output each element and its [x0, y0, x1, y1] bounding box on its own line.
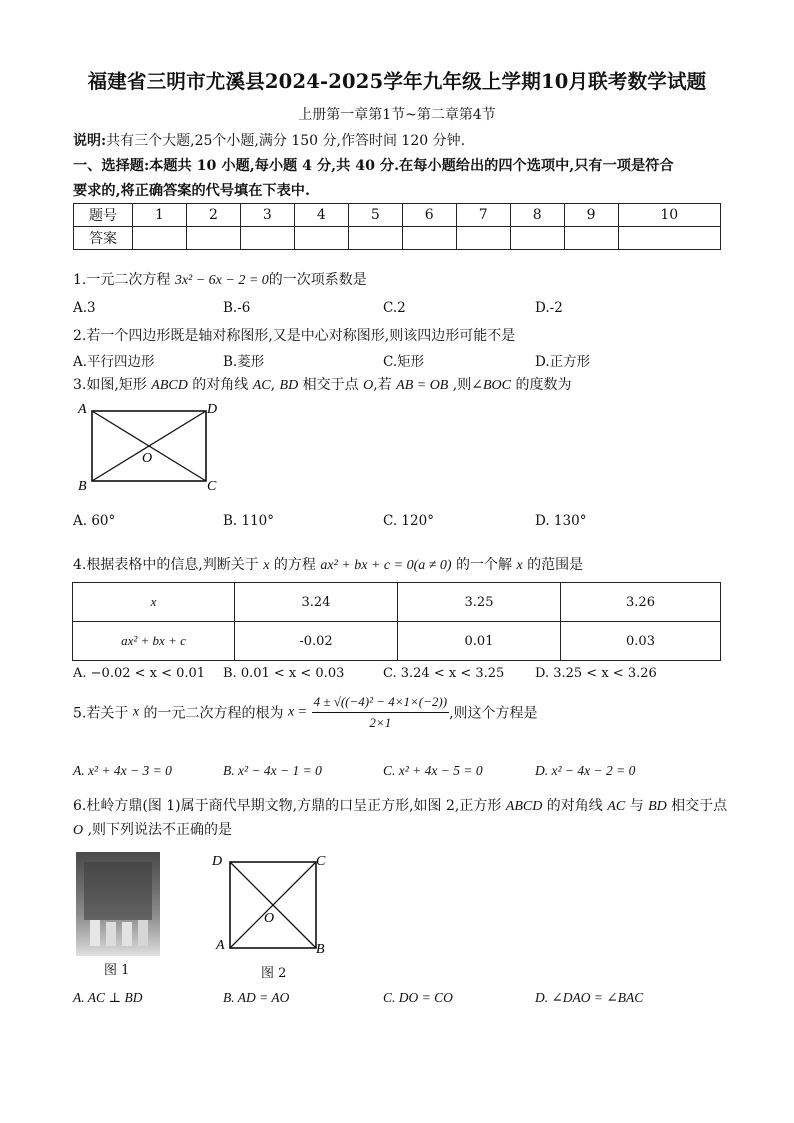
answer-table-number: 6: [402, 204, 456, 227]
root-formula-denominator: 2×1: [369, 715, 392, 730]
answer-table-number-row: [74, 204, 721, 227]
q6-math: BD: [648, 799, 667, 814]
q6-text: ,则下列说法不正确的是: [83, 822, 233, 838]
q4-math: x: [263, 558, 270, 573]
answer-table-number: 5: [348, 204, 402, 227]
answer-cell[interactable]: [456, 227, 510, 250]
root-formula-numerator: 4 ± √((−4)² − 4×1×(−2)): [312, 694, 450, 713]
label-c: C: [207, 479, 217, 494]
q4-option-a[interactable]: A. −0.02 < x < 0.01: [73, 666, 206, 681]
question-4: [73, 554, 583, 574]
label-b: B: [316, 942, 325, 957]
answer-table-number: 3: [240, 204, 294, 227]
q1-option-d[interactable]: D.-2: [535, 300, 563, 316]
answer-cell[interactable]: [510, 227, 564, 250]
label-d: D: [207, 402, 218, 417]
square-figure: [208, 848, 333, 958]
q4-math: ax² + bx + c = 0(a ≠ 0): [320, 558, 452, 573]
value-table-cell: -0.02: [235, 622, 398, 661]
value-table-cell: 0.01: [398, 622, 561, 661]
figure-2-caption: 图 2: [261, 966, 287, 981]
answer-table-header: 题号: [74, 204, 133, 227]
value-table-row-x: [73, 583, 721, 622]
q5-math: x: [132, 704, 140, 720]
instructions-label: 说明:: [73, 133, 107, 149]
label-c: C: [316, 854, 326, 869]
q5-text: 5.若关于: [73, 705, 133, 722]
answer-cell[interactable]: [133, 227, 187, 250]
q5-option-c[interactable]: C. x² + 4x − 5 = 0: [383, 763, 483, 778]
label-o: O: [264, 911, 275, 926]
question-3: [73, 374, 571, 394]
value-table-cell: ax² + bx + c: [73, 622, 235, 661]
value-table: [72, 582, 721, 661]
answer-table-answer-row: [74, 227, 721, 250]
answer-table-number: 8: [510, 204, 564, 227]
q3-text: 的对角线: [187, 377, 253, 393]
ding-photo-shape: [76, 852, 160, 956]
q3-text: ,则∠: [448, 377, 483, 393]
q1-option-b[interactable]: B.-6: [223, 300, 251, 316]
q2-option-c[interactable]: C.矩形: [383, 354, 425, 370]
answer-table-number: 4: [294, 204, 348, 227]
answer-cell[interactable]: [402, 227, 456, 250]
q6-text: 6.杜岭方鼎(图 1)属于商代早期文物,方鼎的口呈正方形,如图 2,正方形: [73, 798, 506, 814]
q6-option-b[interactable]: B. AD = AO: [223, 990, 290, 1005]
q5-option-d[interactable]: D. x² − 4x − 2 = 0: [535, 763, 636, 778]
value-table-cell: x: [73, 583, 235, 622]
question-1: [73, 269, 367, 289]
value-table-cell: 3.24: [235, 583, 398, 622]
answer-cell[interactable]: [618, 227, 720, 250]
section-heading: 一、选择题:本题共 10 小题,每小题 4 分,共 40 分.在每小题给出的四个选项中,只有一项是符合: [73, 158, 674, 174]
answer-cell[interactable]: [564, 227, 618, 250]
label-a: A: [216, 938, 225, 953]
q3-text: 的度数为: [511, 377, 572, 393]
q3-math: AB = OB: [396, 378, 449, 393]
q3-option-c[interactable]: C. 120°: [383, 513, 434, 529]
question-5: [73, 694, 538, 731]
answer-table-number: 2: [186, 204, 240, 227]
answer-table-number: 10: [618, 204, 720, 227]
q2-option-a[interactable]: A.平行四边形: [73, 354, 155, 370]
section-heading-line2: 要求的,将正确答案的代号填在下表中.: [73, 183, 310, 199]
answer-table-number: 1: [133, 204, 187, 227]
question-2: 2.若一个四边形既是轴对称图形,又是中心对称图形,则该四边形可能不是: [73, 328, 516, 344]
label-o: O: [142, 451, 153, 466]
q6-text: 相交于点: [666, 798, 728, 814]
value-table-cell: 0.03: [561, 622, 721, 661]
q5-option-a[interactable]: A. x² + 4x − 3 = 0: [73, 763, 172, 778]
q6-text: 与: [625, 798, 649, 814]
root-formula: [312, 694, 450, 731]
ding-photo: [76, 852, 160, 956]
q4-option-c[interactable]: C. 3.24 < x < 3.25: [383, 666, 505, 681]
answer-cell[interactable]: [240, 227, 294, 250]
question-1-suffix: 的一次项系数是: [268, 272, 367, 288]
q6-math: O: [73, 823, 84, 838]
value-table-row-expr: [73, 622, 721, 661]
page-subtitle: 上册第一章第1节~第二章第4节: [298, 107, 496, 123]
answer-table: [73, 203, 721, 250]
instructions-text: 共有三个大题,25个小题,满分 150 分,作答时间 120 分钟.: [106, 133, 466, 149]
q3-math: ABCD: [151, 378, 188, 393]
q4-text: 的方程: [269, 557, 321, 573]
q3-math: O: [363, 378, 374, 393]
q5-lhs: x =: [287, 704, 308, 720]
q6-option-d[interactable]: D. ∠DAO = ∠BAC: [535, 990, 644, 1005]
q3-text: 3.如图,矩形: [73, 377, 152, 393]
answer-cell[interactable]: [348, 227, 402, 250]
q6-option-a[interactable]: A. AC ⊥ BD: [73, 990, 143, 1005]
q6-math: ABCD: [505, 799, 543, 814]
q6-math: AC: [607, 799, 626, 814]
question-1-prefix: 1.一元二次方程: [73, 272, 175, 288]
q6-option-c[interactable]: C. DO = CO: [383, 990, 453, 1005]
rectangle-figure: [70, 395, 230, 495]
answer-table-header: 答案: [74, 227, 133, 250]
q4-text: 的一个解: [451, 557, 517, 573]
q4-text: 4.根据表格中的信息,判断关于: [73, 557, 264, 573]
label-b: B: [78, 479, 87, 494]
q6-text: 的对角线: [542, 798, 608, 814]
q3-option-b[interactable]: B. 110°: [223, 513, 275, 529]
question-6-line2: [73, 819, 232, 839]
value-table-cell: 3.25: [398, 583, 561, 622]
value-table-cell: 3.26: [561, 583, 721, 622]
q4-text: 的范围是: [522, 557, 584, 573]
q5-text: 的一元二次方程的根为: [139, 705, 288, 722]
figure-1-caption: 图 1: [104, 963, 130, 978]
q3-math: BD: [279, 378, 299, 393]
q2-option-b[interactable]: B.菱形: [223, 354, 265, 370]
q4-math: x: [516, 558, 523, 573]
q2-option-d[interactable]: D.正方形: [535, 354, 591, 370]
answer-cell[interactable]: [294, 227, 348, 250]
q3-option-d[interactable]: D. 130°: [535, 513, 587, 529]
label-a: A: [78, 402, 87, 417]
q3-option-a[interactable]: A. 60°: [73, 513, 116, 529]
q3-text: 相交于点: [298, 377, 364, 393]
q4-option-b[interactable]: B. 0.01 < x < 0.03: [223, 666, 345, 681]
q3-text: ,若: [373, 377, 397, 393]
answer-cell[interactable]: [186, 227, 240, 250]
q1-option-c[interactable]: C.2: [383, 300, 406, 316]
label-d: D: [212, 854, 223, 869]
page-title: 福建省三明市尤溪县2024-2025学年九年级上学期10月联考数学试题: [87, 70, 707, 93]
answer-table-number: 7: [456, 204, 510, 227]
question-6: [73, 795, 727, 815]
q5-option-b[interactable]: B. x² − 4x − 1 = 0: [223, 763, 322, 778]
q3-math: AC: [252, 378, 271, 393]
instructions: [73, 130, 465, 150]
answer-table-number: 9: [564, 204, 618, 227]
q5-text: ,则这个方程是: [449, 705, 538, 722]
q3-math: BOC: [483, 378, 511, 393]
q1-option-a[interactable]: A.3: [73, 300, 96, 316]
q4-option-d[interactable]: D. 3.25 < x < 3.26: [535, 666, 657, 681]
question-1-equation: 3x² − 6x − 2 = 0: [174, 273, 269, 288]
q3-text: ,: [270, 377, 280, 393]
